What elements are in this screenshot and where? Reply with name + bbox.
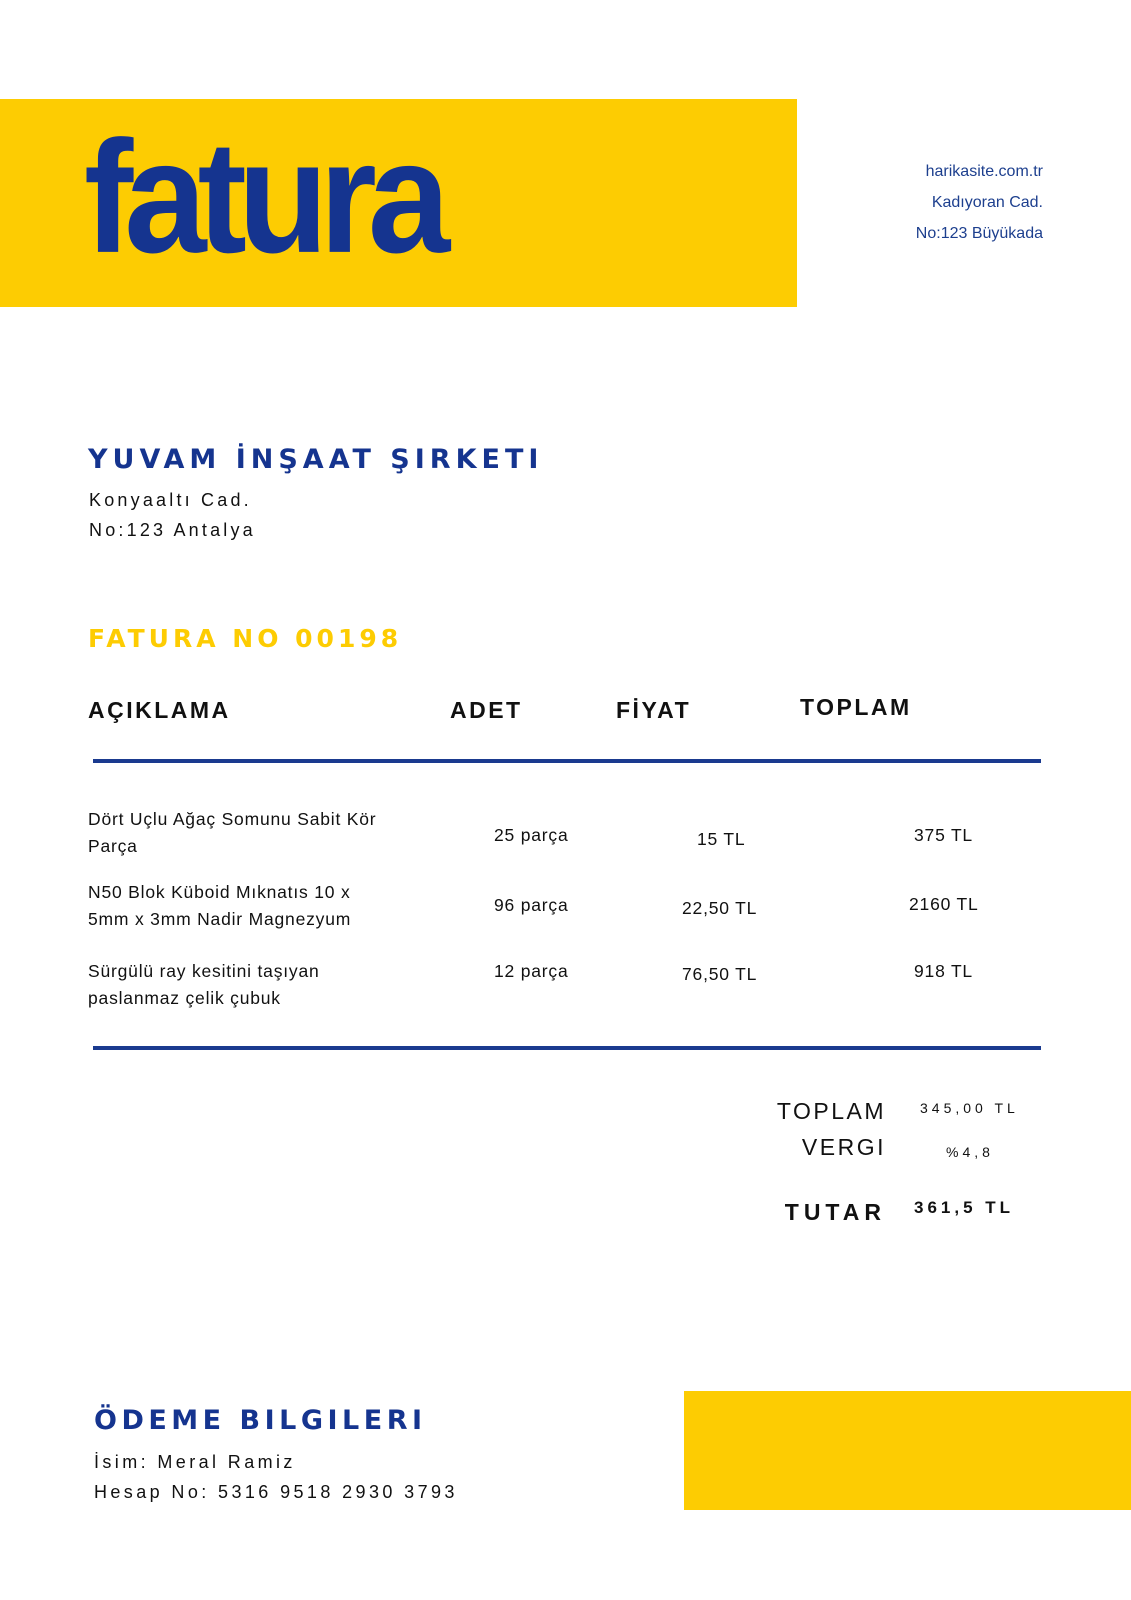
total-due-label: TUTAR (784, 1199, 886, 1225)
sender-city: No:123 Büyükada (915, 225, 1043, 242)
payment-account-number: Hesap No: 5316 9518 2930 3793 (94, 1482, 458, 1502)
table-row-2-description (88, 879, 428, 933)
column-header-description: AÇIKLAMA (88, 697, 231, 723)
table-bottom-divider (93, 1046, 1041, 1050)
subtotal-value: 345,00 TL (920, 1100, 1019, 1116)
table-row-3-description (88, 958, 428, 1012)
table-row-2-price: 22,50 TL (682, 898, 758, 918)
table-row-3-quantity: 12 parça (494, 961, 569, 981)
client-city: No:123 Antalya (89, 520, 256, 540)
client-name: YUVAM İNŞAAT ŞIRKETI (88, 444, 544, 475)
description-line: 5mm x 3mm Nadir Magnezyum (88, 909, 352, 929)
description-line: Dört Uçlu Ağaç Somunu Sabit Kör (88, 809, 377, 829)
client-address (89, 485, 256, 545)
table-row-3-price: 76,50 TL (682, 964, 758, 984)
table-row-1-price: 15 TL (697, 829, 746, 849)
sender-street: Kadıyoran Cad. (931, 194, 1043, 211)
payment-info-title: ÖDEME BILGILERI (94, 1405, 427, 1436)
table-top-divider (93, 759, 1041, 763)
column-header-quantity: ADET (450, 697, 523, 723)
description-line: Parça (88, 836, 138, 856)
client-street: Konyaaltı Cad. (89, 490, 252, 510)
payment-name: İsim: Meral Ramiz (94, 1452, 296, 1472)
tax-label: VERGI (801, 1134, 886, 1160)
column-header-price: FİYAT (616, 697, 692, 723)
description-line: paslanmaz çelik çubuk (88, 988, 281, 1008)
table-row-2-total: 2160 TL (909, 894, 979, 914)
total-due-value: 361,5 TL (914, 1198, 1015, 1217)
document-title: fatura (84, 108, 442, 287)
sender-contact (916, 156, 1043, 249)
subtotal-label: TOPLAM (776, 1098, 886, 1124)
column-header-total: TOPLAM (800, 694, 912, 720)
table-row-3-total: 918 TL (914, 961, 973, 981)
table-row-1-description (88, 806, 428, 860)
table-row-2-quantity: 96 parça (494, 895, 569, 915)
table-row-1-quantity: 25 parça (494, 825, 569, 845)
description-line: N50 Blok Küboid Mıknatıs 10 x (88, 882, 351, 902)
footer-accent-block (684, 1391, 1131, 1510)
sender-website: harikasite.com.tr (925, 163, 1043, 180)
tax-value: %4,8 (946, 1144, 994, 1160)
table-row-1-total: 375 TL (914, 825, 973, 845)
invoice-number: FATURA NO 00198 (88, 624, 403, 653)
description-line: Sürgülü ray kesitini taşıyan (88, 961, 320, 981)
